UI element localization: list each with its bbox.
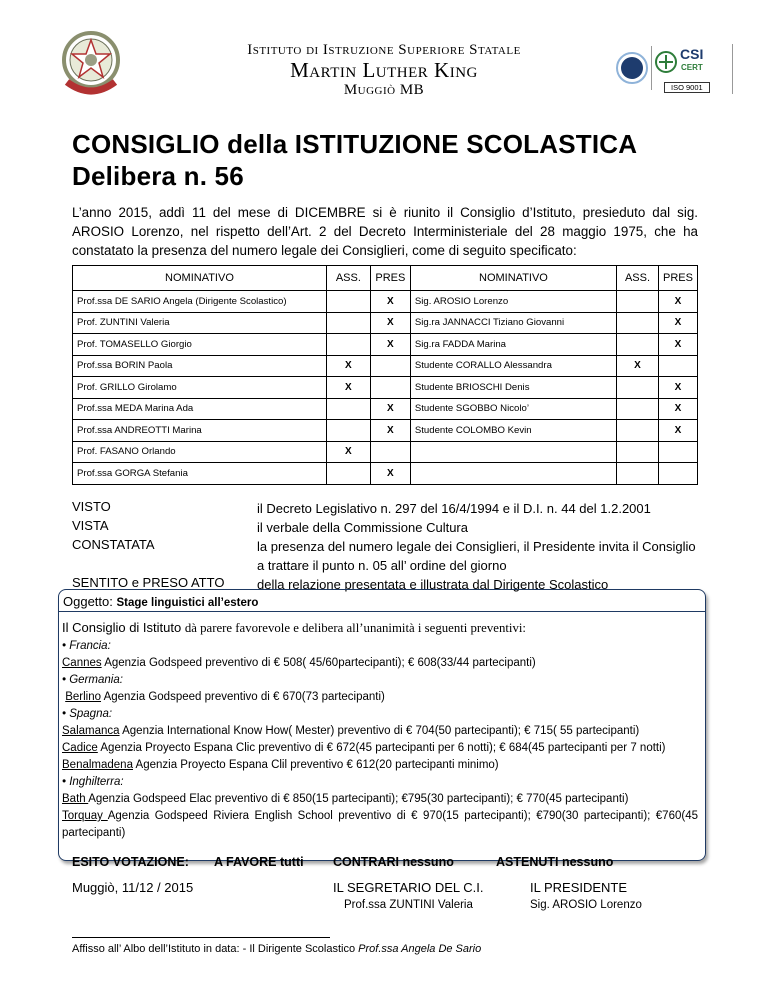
city-cannes: Cannes <box>62 657 102 669</box>
quote-benalmadena: Agenzia Proyecto Espana Clil preventivo € 612(20 partecipanti minimo) <box>132 759 499 771</box>
label-vista: VISTA <box>72 518 109 533</box>
footer-divider <box>72 937 330 938</box>
quote-cannes: Agenzia Godspeed preventivo di € 508( 45/60partecipanti); € 608(33/44 partecipanti) <box>101 657 536 669</box>
school-type: Istituto di Istruzione Superiore Statale <box>247 42 521 58</box>
label-constatata: CONSTATATA <box>72 537 155 552</box>
absent-mark <box>326 420 370 442</box>
present-mark: X <box>658 291 697 313</box>
place-date: Muggiò, 11/12 / 2015 <box>72 880 194 895</box>
absent-mark: X <box>326 355 370 377</box>
cert-brand: CSI <box>680 46 704 62</box>
oggetto-title <box>63 594 258 609</box>
header-cell: NOMINATIVO <box>73 266 327 291</box>
quote-cadice: Agenzia Proyecto Espana Clic preventivo di € 672(45 partecipanti per 6 notti); € 684(45 partecipanti per 7 notti) <box>97 742 666 754</box>
table-header <box>73 266 698 291</box>
absent-mark <box>617 441 659 463</box>
absent-mark <box>326 398 370 420</box>
present-mark: X <box>370 291 410 313</box>
absent-mark <box>617 463 659 485</box>
city-berlino: Berlino <box>65 691 102 703</box>
present-mark <box>658 463 697 485</box>
vista-text: il verbale della Commissione Cultura <box>257 520 468 535</box>
absent-mark: X <box>326 441 370 463</box>
absent-mark: X <box>617 355 659 377</box>
absent-mark <box>617 334 659 356</box>
attendance-table <box>72 265 698 485</box>
oggetto-label: Oggetto: <box>63 594 113 609</box>
header-cell: PRES <box>658 266 697 291</box>
present-mark <box>658 441 697 463</box>
city-bath: Bath <box>62 793 89 805</box>
table-row <box>73 355 698 377</box>
title-line-2: Delibera n. 56 <box>72 161 244 191</box>
member-name: Sig. AROSIO Lorenzo <box>410 291 616 313</box>
affisso-text: Affisso all’ Albo dell’Istituto in data: - Il Dirigente Scolastico <box>72 943 359 955</box>
member-name <box>410 441 616 463</box>
member-name: Studente BRIOSCHI Denis <box>410 377 616 399</box>
present-mark: X <box>658 312 697 334</box>
label-sentito: SENTITO e PRESO ATTO <box>72 575 225 590</box>
table-row <box>73 377 698 399</box>
absent-mark <box>617 291 659 313</box>
present-mark <box>658 355 697 377</box>
member-name: Prof.ssa GORGA Stefania <box>73 463 327 485</box>
esito-favore: A FAVORE tutti <box>214 855 304 869</box>
table-row <box>73 398 698 420</box>
country-germania: • Germania: <box>62 674 123 686</box>
quote-torquay: Agenzia Godspeed Riviera English School preventivo di € 970(15 partecipanti); €790(30 partecipanti); €760(45 partecipanti) <box>62 810 698 839</box>
quote-bath: Agenzia Godspeed Elac preventivo di € 850(15 partecipanti); €795(30 partecipanti); € 770(45 partecipanti) <box>88 793 629 805</box>
member-name: Prof. GRILLO Girolamo <box>73 377 327 399</box>
oggetto-subject: Stage linguistici all’estero <box>116 597 259 609</box>
present-mark: X <box>658 377 697 399</box>
absent-mark <box>326 312 370 334</box>
absent-mark <box>326 334 370 356</box>
present-mark: X <box>370 420 410 442</box>
constatata-text: la presenza del numero legale dei Consiglieri, il Presidente invita il Consiglio <box>257 539 696 554</box>
present-mark <box>370 355 410 377</box>
country-francia: • Francia: <box>62 640 111 652</box>
quote-berlino: Agenzia Godspeed preventivo di € 670(73 partecipanti) <box>101 691 385 703</box>
cert-sub: CERT <box>681 63 703 72</box>
school-city: Muggiò MB <box>343 82 425 98</box>
present-mark: X <box>370 398 410 420</box>
present-mark <box>370 441 410 463</box>
deliberation-subject: Il Consiglio di Istituto <box>62 620 182 635</box>
header-cell: PRES <box>370 266 410 291</box>
member-name: Prof.ssa ANDREOTTI Marina <box>73 420 327 442</box>
present-mark: X <box>370 312 410 334</box>
table-row <box>73 463 698 485</box>
absent-mark <box>326 291 370 313</box>
document-title <box>72 128 637 192</box>
absent-mark: X <box>326 377 370 399</box>
city-cadice: Cadice <box>62 742 98 754</box>
oggetto-body <box>62 618 698 842</box>
member-name: Prof.ssa DE SARIO Angela (Dirigente Scolastico) <box>73 291 327 313</box>
member-name: Studente CORALLO Alessandra <box>410 355 616 377</box>
member-name: Prof.ssa MEDA Marina Ada <box>73 398 327 420</box>
esito-astenuti: ASTENUTI nessuno <box>496 855 614 869</box>
president-title: IL PRESIDENTE <box>530 880 628 895</box>
quote-salamanca: Agenzia International Know How( Mester) preventivo di € 704(50 partecipanti); € 715( 55 partecipanti) <box>119 725 640 737</box>
iso-label: ISO 9001 <box>664 82 710 93</box>
constatata-text-2: a trattare il punto n. 05 all’ ordine del giorno <box>257 558 507 573</box>
member-name: Prof. ZUNTINI Valeria <box>73 312 327 334</box>
absent-mark <box>617 312 659 334</box>
present-mark: X <box>658 420 697 442</box>
secretary-name: Prof.ssa ZUNTINI Valeria <box>344 899 473 911</box>
member-name: Prof.ssa BORIN Paola <box>73 355 327 377</box>
member-name <box>410 463 616 485</box>
president-name: Sig. AROSIO Lorenzo <box>530 899 642 911</box>
table-row <box>73 334 698 356</box>
member-name: Sig.ra JANNACCI Tiziano Giovanni <box>410 312 616 334</box>
table-row <box>73 312 698 334</box>
header-cell: NOMINATIVO <box>410 266 616 291</box>
table-row <box>73 420 698 442</box>
esito-label: ESITO VOTAZIONE: <box>72 855 189 869</box>
present-mark: X <box>658 398 697 420</box>
affisso-signer: Prof.ssa Angela De Sario <box>358 943 482 955</box>
present-mark: X <box>370 334 410 356</box>
oggetto-divider <box>58 611 706 612</box>
header-cell: ASS. <box>617 266 659 291</box>
absent-mark <box>617 377 659 399</box>
sentito-text: della relazione presentata e illustrata dal Dirigente Scolastico <box>257 577 609 592</box>
present-mark: X <box>370 463 410 485</box>
city-salamanca: Salamanca <box>62 725 120 737</box>
table-row <box>73 291 698 313</box>
esito-contrari: CONTRARI nessuno <box>333 855 454 869</box>
member-name: Prof. TOMASELLO Giorgio <box>73 334 327 356</box>
member-name: Studente SGOBBO Nicolo’ <box>410 398 616 420</box>
intro-paragraph: L’anno 2015, addì 11 del mese di DICEMBRE si è riunito il Consiglio d’Istituto, presieduto dal sig. AROSIO Lorenzo, nel rispetto dell’Art. 2 del Decreto Interministeriale del 28 maggio 1975, che ha constatato la presenza del numero legale dei Consiglieri, come di seguito specificato: <box>72 205 698 258</box>
country-inghilterra: • Inghilterra: <box>62 776 124 788</box>
absent-mark <box>617 420 659 442</box>
country-spagna: • Spagna: <box>62 708 113 720</box>
deliberation-text: dà parere favorevole e delibera all’unanimità i seguenti preventivi: <box>184 621 526 635</box>
present-mark <box>370 377 410 399</box>
table-row <box>73 441 698 463</box>
absent-mark <box>617 398 659 420</box>
member-name: Prof. FASANO Orlando <box>73 441 327 463</box>
school-name: Martin Luther King <box>290 58 478 82</box>
city-benalmadena: Benalmadena <box>62 759 133 771</box>
visto-text: il Decreto Legislativo n. 297 del 16/4/1994 e il D.I. n. 44 del 1.2.2001 <box>257 501 651 516</box>
absent-mark <box>326 463 370 485</box>
title-line-1: CONSIGLIO della ISTITUZIONE SCOLASTICA <box>72 129 638 159</box>
city-torquay: Torquay <box>62 810 108 822</box>
member-name: Sig.ra FADDA Marina <box>410 334 616 356</box>
label-visto: VISTO <box>72 499 111 514</box>
member-name: Studente COLOMBO Kevin <box>410 420 616 442</box>
present-mark: X <box>658 334 697 356</box>
secretary-title: IL SEGRETARIO DEL C.I. <box>333 880 484 895</box>
affisso-note <box>72 943 481 955</box>
header-cell: ASS. <box>326 266 370 291</box>
